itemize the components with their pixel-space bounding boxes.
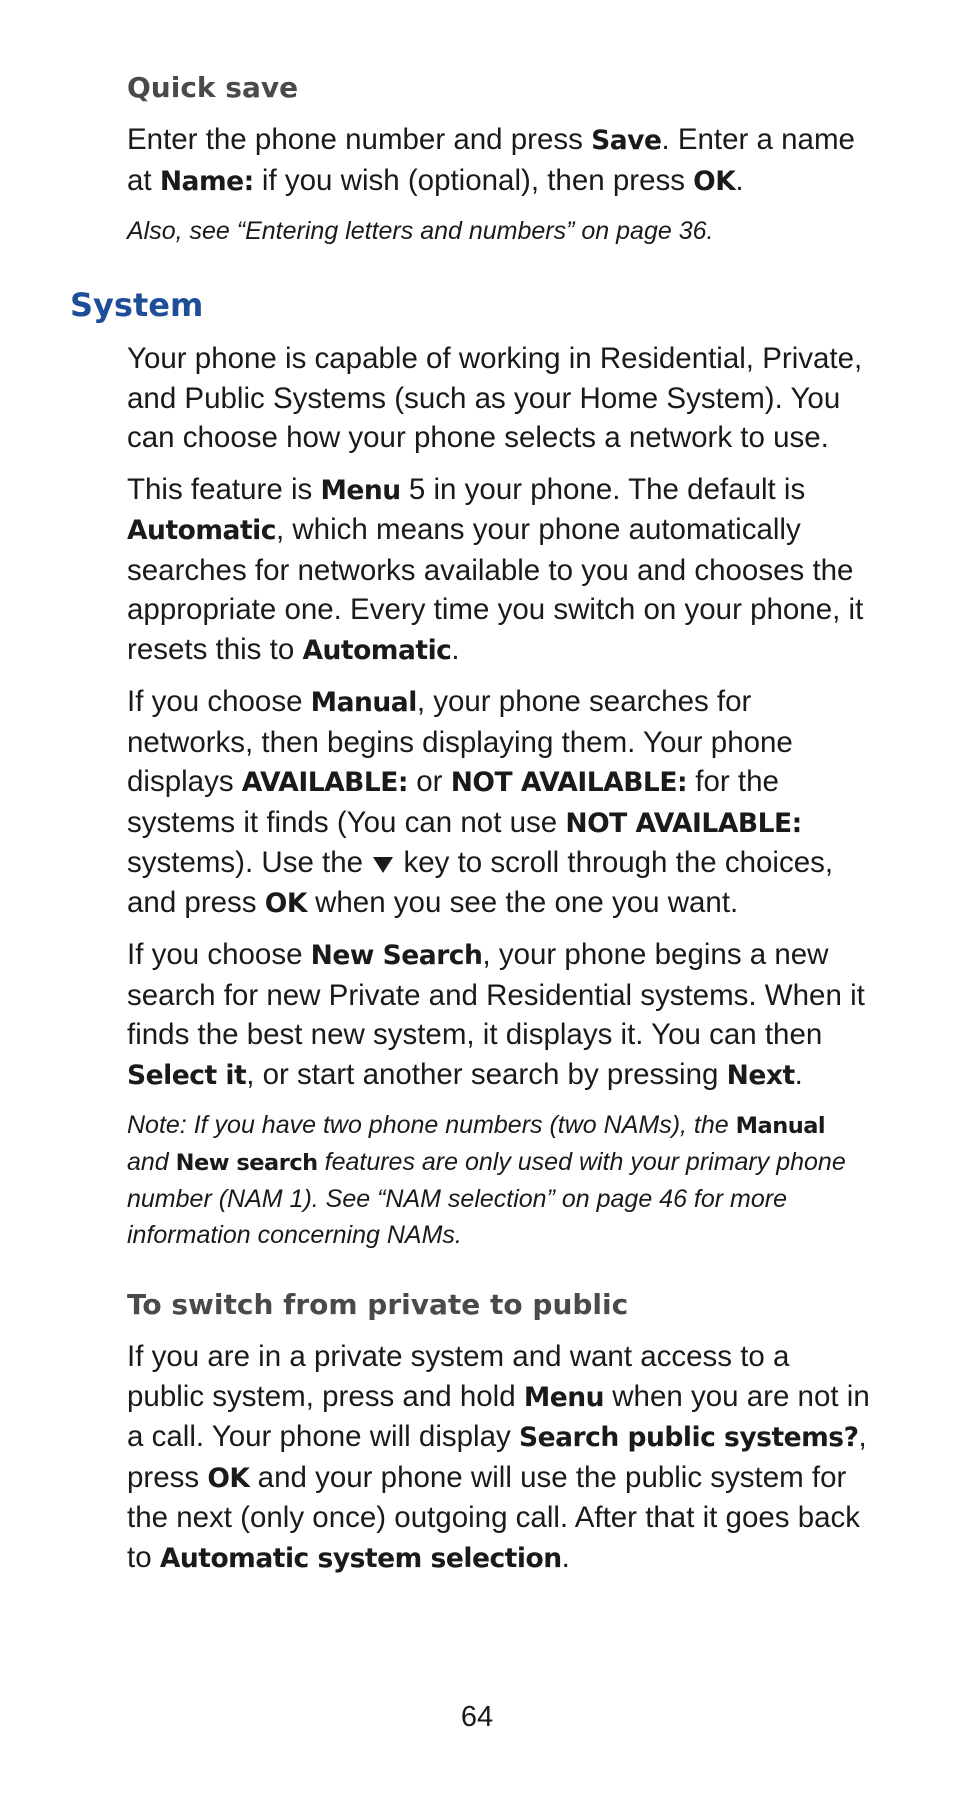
down-arrow-icon [373,857,393,873]
quick-save-heading: Quick save [127,71,299,104]
text-run: features are only used with your primary phone number (NAM 1). See “NAM selection” on page 46 for more information concerning NAMs. [127,1148,846,1249]
key-label: Manual [310,687,417,718]
text-run: or [408,765,451,798]
key-label: OK [264,887,307,919]
text-run: when you see the one you want. [306,885,739,919]
text-run: Note: If you have two phone numbers (two NAMs), the [127,1111,736,1139]
text-run: when you are not in a call. Your phone will display [127,1379,870,1453]
text-run: If you choose [127,938,311,971]
key-label: Automatic [302,634,452,666]
text-run: , or start another search by pressing [246,1057,727,1091]
quick-save-note: Also, see “Entering letters and numbers” on page 36. [127,217,714,245]
key-label: Search public systems? [518,1422,859,1453]
text-run: . [794,1057,803,1091]
key-label: Automatic [127,515,276,546]
text-run: . [561,1540,570,1574]
key-label: OK [693,165,736,197]
text-run: Enter the phone number and press [127,123,592,156]
text-run: and your phone will use the public system for the next (only once) outgoing call. After that it goes back to [127,1460,861,1574]
text-run: . Enter a name at [127,123,855,197]
key-label: Select it [127,1059,247,1091]
key-label: New search [175,1150,318,1176]
key-label: Menu [523,1381,605,1413]
system-heading: System [70,286,204,324]
switch-heading: To switch from private to public [127,1288,629,1321]
text-run: key to scroll through the choices, and press [127,846,834,919]
system-manual-paragraph [127,682,872,923]
key-label: Menu [320,474,401,506]
key-label: OK [207,1462,250,1494]
text-run: and [127,1148,176,1176]
system-new-search-paragraph [127,935,872,1095]
key-label: Save [591,125,662,156]
key-label: NOT AVAILABLE: [450,767,688,798]
text-run: This feature is [127,472,321,506]
text-run: , which means your phone automatically searches for networks available to you and chooses the appropriate one. Every time you switch on your phone, it resets this to [127,513,864,666]
text-run: Your phone is capable of working in Residential, Private, and Public Systems (such as your Home System). You can choose how your phone selects a network to use. [127,342,863,454]
system-nam-note [127,1107,872,1253]
system-intro-paragraph [127,339,872,458]
key-label: Name: [159,165,254,197]
page-number: 64 [460,1701,494,1733]
text-run: , press [127,1420,867,1494]
key-label: New Search [310,940,483,971]
section-spacer [127,1265,872,1287]
key-label: Automatic system selection [159,1542,562,1574]
text-run: 5 in your phone. The default is [400,472,806,506]
text-run: . [735,163,744,197]
text-run: If you choose [127,685,311,718]
key-label: Manual [735,1113,826,1139]
key-label: NOT AVAILABLE: [565,807,802,839]
switch-paragraph [127,1337,872,1578]
quick-save-paragraph [127,120,872,201]
text-run: for the systems it finds (You can not use [127,765,779,839]
key-label: Next [726,1059,795,1091]
text-run: If you are in a private system and want access to a public system, press and hold [127,1340,790,1413]
text-run: , your phone begins a new search for new Private and Residential systems. When it finds the best new system, it displays it. You can then [127,938,865,1051]
system-default-paragraph [127,470,872,671]
text-run: if you wish (optional), then press [253,163,694,197]
text-run: systems). Use the [127,846,372,879]
page-content [70,70,872,1590]
text-run: . [451,632,460,666]
key-label: AVAILABLE: [241,767,409,798]
text-run: , your phone searches for networks, then begins displaying them. Your phone displays [127,685,793,798]
